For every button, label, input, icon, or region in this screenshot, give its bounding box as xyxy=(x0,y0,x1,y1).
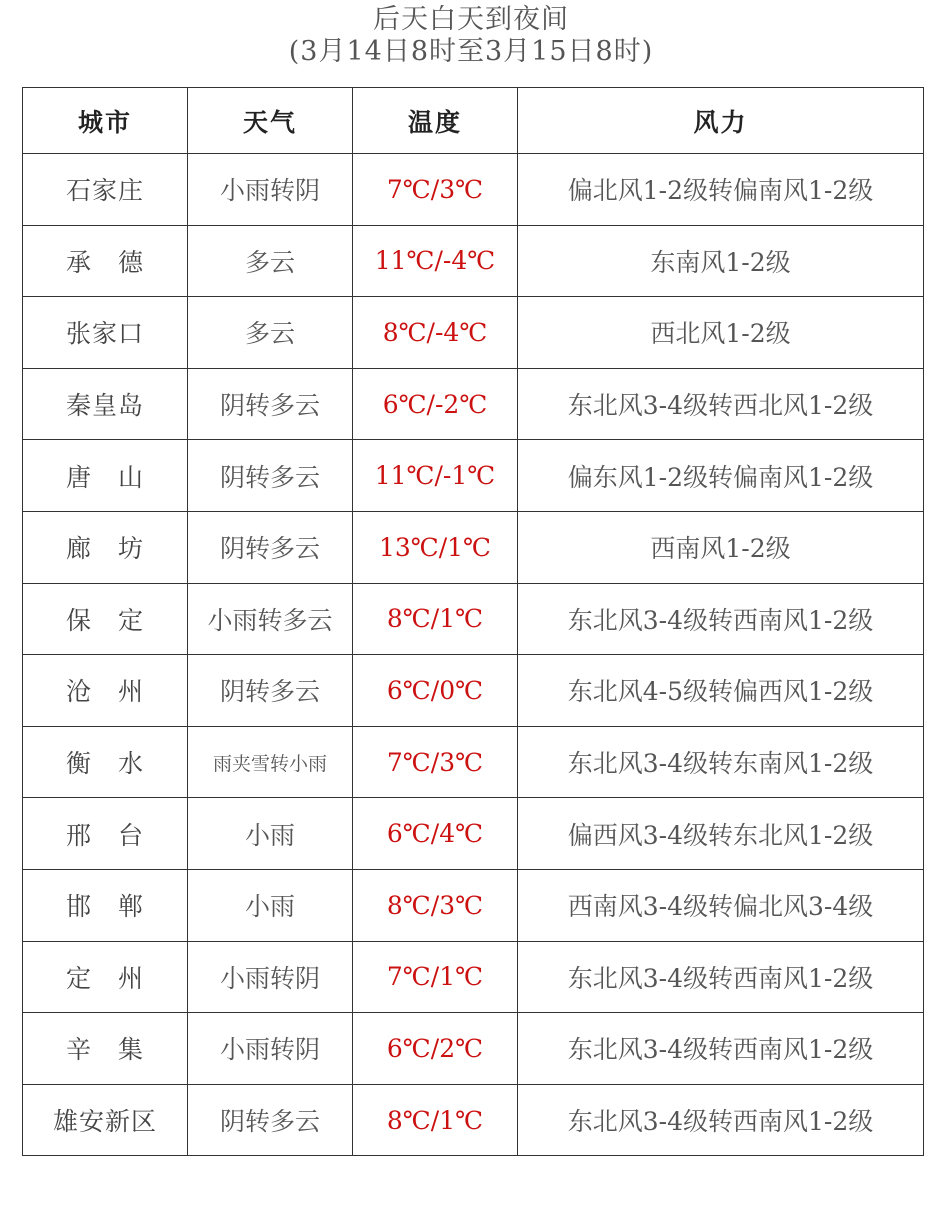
title-main: 后天白天到夜间 xyxy=(373,4,569,35)
city-cell: 雄安新区 xyxy=(23,1084,188,1156)
weather-cell: 小雨转多云 xyxy=(188,583,353,655)
temperature-cell: 6℃/-2℃ xyxy=(353,368,518,440)
temperature-cell: 6℃/2℃ xyxy=(353,1013,518,1085)
weather-cell: 小雨 xyxy=(188,798,353,870)
table-row xyxy=(23,154,924,226)
table-row xyxy=(23,511,924,583)
wind-cell: 东北风3-4级转西南风1-2级 xyxy=(518,583,924,655)
title-date-range: (3月14日8时至3月15日8时) xyxy=(288,36,654,67)
weather-cell: 阴转多云 xyxy=(188,368,353,440)
temperature-cell: 8℃/1℃ xyxy=(353,583,518,655)
city-cell: 衡 水 xyxy=(23,726,188,798)
weather-cell: 多云 xyxy=(188,297,353,369)
table-row xyxy=(23,1013,924,1085)
table-row xyxy=(23,225,924,297)
city-cell: 廊 坊 xyxy=(23,511,188,583)
city-cell: 定 州 xyxy=(23,941,188,1013)
weather-cell: 小雨转阴 xyxy=(188,941,353,1013)
table-row xyxy=(23,297,924,369)
wind-cell: 西南风3-4级转偏北风3-4级 xyxy=(518,869,924,941)
city-cell: 承 德 xyxy=(23,225,188,297)
wind-cell: 偏东风1-2级转偏南风1-2级 xyxy=(518,440,924,512)
table-row xyxy=(23,655,924,727)
wind-cell: 偏西风3-4级转东北风1-2级 xyxy=(518,798,924,870)
weather-cell: 阴转多云 xyxy=(188,655,353,727)
header-wind: 风力 xyxy=(518,88,924,154)
wind-cell: 东北风3-4级转东南风1-2级 xyxy=(518,726,924,798)
page-title xyxy=(0,4,942,68)
temperature-cell: 11℃/-1℃ xyxy=(353,440,518,512)
temperature-cell: 13℃/1℃ xyxy=(353,511,518,583)
table-row xyxy=(23,798,924,870)
table-row xyxy=(23,368,924,440)
wind-cell: 东北风3-4级转西南风1-2级 xyxy=(518,941,924,1013)
weather-cell: 小雨转阴 xyxy=(188,154,353,226)
temperature-cell: 11℃/-4℃ xyxy=(353,225,518,297)
temperature-cell: 8℃/3℃ xyxy=(353,869,518,941)
weather-forecast-table xyxy=(22,87,924,1156)
wind-cell: 东北风3-4级转西南风1-2级 xyxy=(518,1084,924,1156)
city-cell: 张家口 xyxy=(23,297,188,369)
wind-cell: 东北风3-4级转西南风1-2级 xyxy=(518,1013,924,1085)
table-row xyxy=(23,941,924,1013)
city-cell: 保 定 xyxy=(23,583,188,655)
wind-cell: 东北风4-5级转偏西风1-2级 xyxy=(518,655,924,727)
weather-cell: 多云 xyxy=(188,225,353,297)
weather-cell: 阴转多云 xyxy=(188,440,353,512)
wind-cell: 东北风3-4级转西北风1-2级 xyxy=(518,368,924,440)
city-cell: 石家庄 xyxy=(23,154,188,226)
city-cell: 唐 山 xyxy=(23,440,188,512)
table-header-row xyxy=(23,88,924,154)
temperature-cell: 6℃/4℃ xyxy=(353,798,518,870)
header-temperature: 温度 xyxy=(353,88,518,154)
table-row xyxy=(23,440,924,512)
city-cell: 沧 州 xyxy=(23,655,188,727)
weather-cell: 阴转多云 xyxy=(188,1084,353,1156)
table-row xyxy=(23,726,924,798)
table-row xyxy=(23,1084,924,1156)
wind-cell: 西南风1-2级 xyxy=(518,511,924,583)
wind-cell: 东南风1-2级 xyxy=(518,225,924,297)
weather-cell: 雨夹雪转小雨 xyxy=(188,726,353,798)
city-cell: 邢 台 xyxy=(23,798,188,870)
temperature-cell: 8℃/1℃ xyxy=(353,1084,518,1156)
temperature-cell: 8℃/-4℃ xyxy=(353,297,518,369)
table-row xyxy=(23,869,924,941)
temperature-cell: 7℃/3℃ xyxy=(353,726,518,798)
wind-cell: 偏北风1-2级转偏南风1-2级 xyxy=(518,154,924,226)
temperature-cell: 7℃/3℃ xyxy=(353,154,518,226)
weather-cell: 阴转多云 xyxy=(188,511,353,583)
temperature-cell: 6℃/0℃ xyxy=(353,655,518,727)
table-row xyxy=(23,583,924,655)
wind-cell: 西北风1-2级 xyxy=(518,297,924,369)
city-cell: 秦皇岛 xyxy=(23,368,188,440)
header-weather: 天气 xyxy=(188,88,353,154)
temperature-cell: 7℃/1℃ xyxy=(353,941,518,1013)
weather-cell: 小雨转阴 xyxy=(188,1013,353,1085)
header-city: 城市 xyxy=(23,88,188,154)
city-cell: 邯 郸 xyxy=(23,869,188,941)
city-cell: 辛 集 xyxy=(23,1013,188,1085)
weather-cell: 小雨 xyxy=(188,869,353,941)
